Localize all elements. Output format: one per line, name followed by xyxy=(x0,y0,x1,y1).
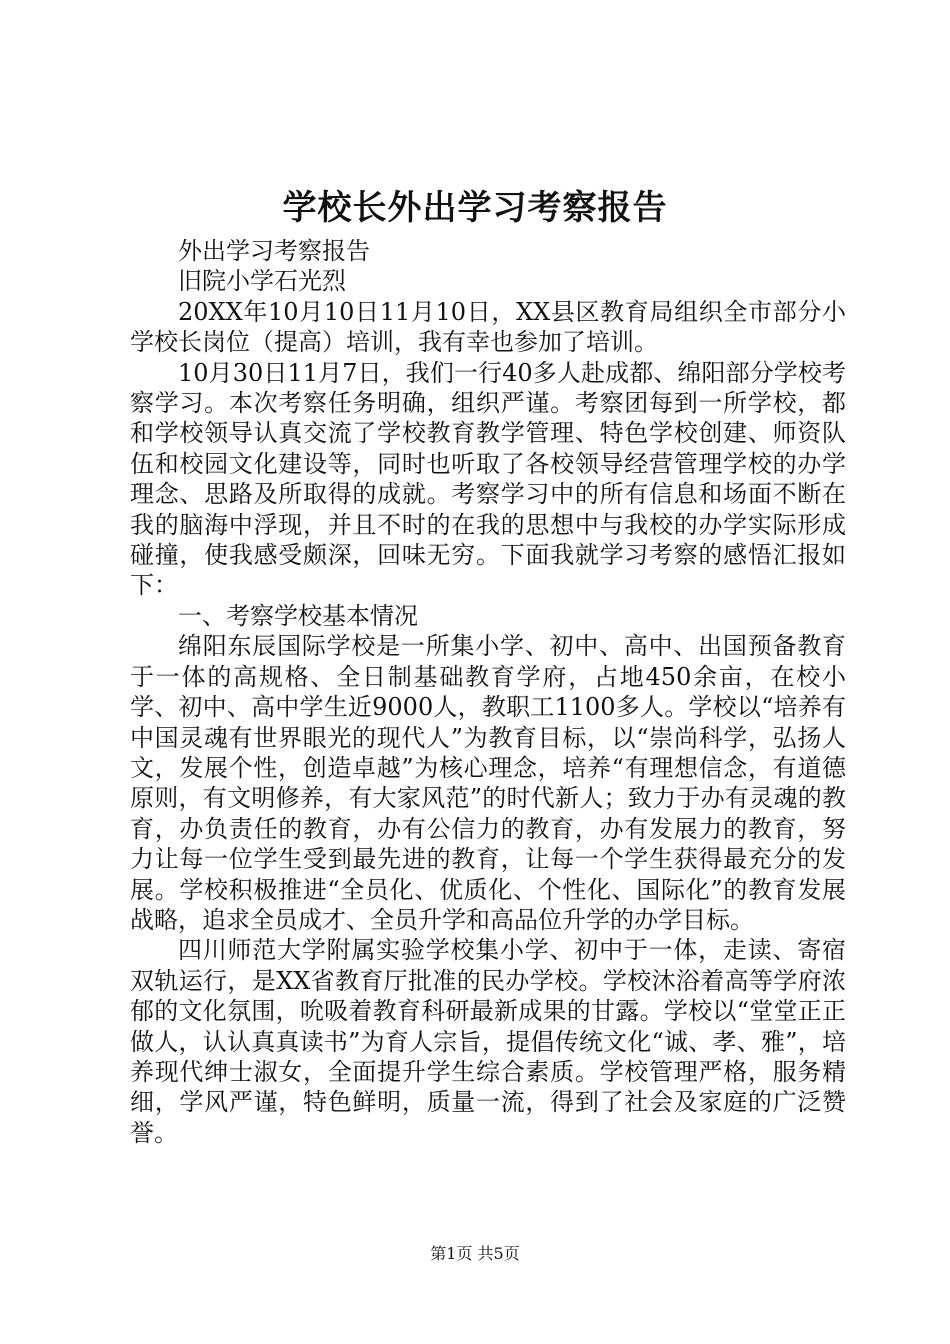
paragraph-school-2: 四川师范大学附属实验学校集小学、初中于一体，走读、寄宿双轨运行，是XX省教育厅批准的民办学校。学校沐浴着高等学府浓郁的文化氛围，吮吸着教育科研最新成果的甘露。学校以“堂堂正正做人，认认真真读书”为育人宗旨，提倡传统文化“诚、孝、雅”，培养现代绅士淑女，全面提升学生综合素质。学校管理严格，服务精细，学风严谨，特色鲜明，质量一流，得到了社会及家庭的广泛赞誉。 xyxy=(130,936,846,1147)
page-number: 第1页 共5页 xyxy=(430,1244,520,1263)
paragraph-author: 旧院小学石光烈 xyxy=(178,267,346,296)
paragraph-subtitle: 外出学习考察报告 xyxy=(178,237,370,265)
paragraph-overview: 10月30日11月7日，我们一行40多人赴成都、绵阳部分学校考察学习。本次考察任务明确，组织严谨。考察团每到一所学校，都和学校领导认真交流了学校教育教学管理、特色学校创建、师资队伍和校园文化建设等，同时也听取了各校领导经营管理学校的办学理念、思路及所取得的成就。考察学习中的所有信息和场面不断在我的脑海中浮现，并且不时的在我的思想中与我校的办学实际形成碰撞，使我感受颇深，回味无穷。下面我就学习考察的感悟汇报如下： xyxy=(130,358,846,600)
document-body xyxy=(130,236,846,1148)
section-heading: 一、考察学校基本情况 xyxy=(178,601,418,630)
paragraph-intro: 20XX年10月10日11月10日，XX县区教育局组织全市部分小学校长岗位（提高）培训，我有幸也参加了培训。 xyxy=(130,297,846,357)
paragraph-school-1: 绵阳东辰国际学校是一所集小学、初中、高中、出国预备教育于一体的高规格、全日制基础教育学府，占地450余亩，在校小学、初中、高中学生近9000人，教职工1100多人。学校以“培养有中国灵魂有世界眼光的现代人”为教育目标，以“崇尚科学，弘扬人文，发展个性，创造卓越”为核心理念，培养“有理想信念，有道德原则，有文明修养，有大家风范”的时代新人；致力于办有灵魂的教育，办负责任的教育，办有公信力的教育，办有发展力的教育，努力让每一位学生受到最先进的教育，让每一个学生获得最充分的发展。学校积极推进“全员化、优质化、个性化、国际化”的教育发展战略，追求全员成才、全员升学和高品位升学的办学目标。 xyxy=(130,632,846,934)
document-title: 学校长外出学习考察报告 xyxy=(282,188,668,228)
